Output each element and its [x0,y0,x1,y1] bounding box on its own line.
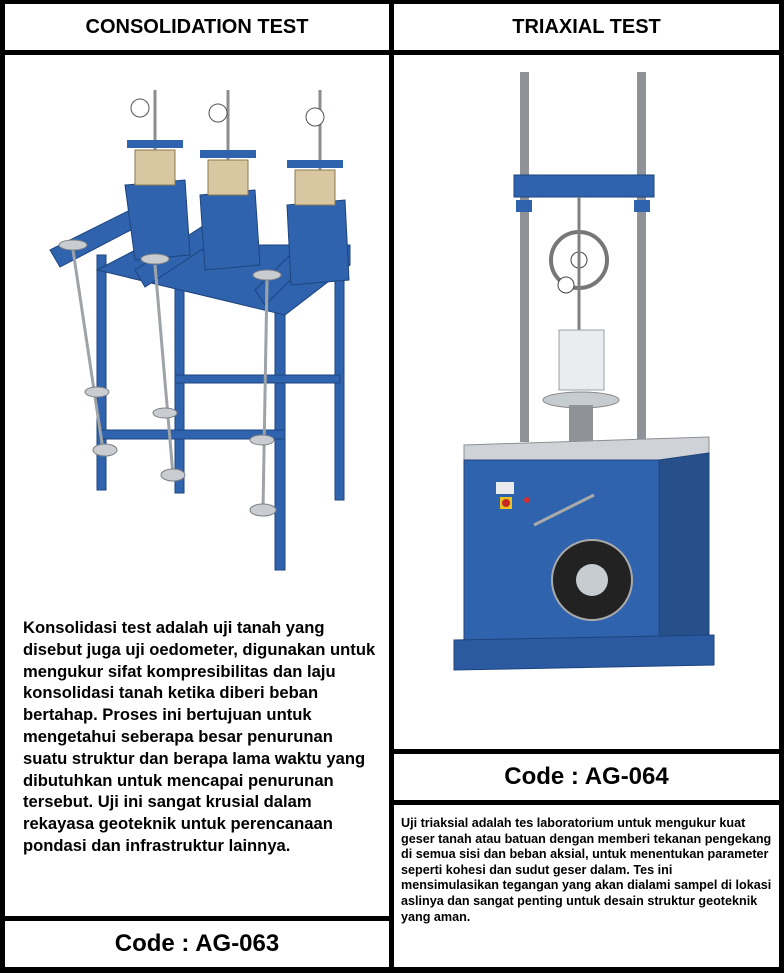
consolidation-title: CONSOLIDATION TEST [5,4,389,50]
consolidation-description: Konsolidasi test adalah uji tanah yang disebut juga uji oedometer, digunakan untuk mengukur sifat kompresibilitas dan laju konsolidasi tanah ketika diberi beban bertahap. Proses ini bertujuan untuk mengetahui seberapa besar penurunan suatu struktur dan berapa lama waktu yang dibutuhkan untuk mencapai penurunan tersebut. Uji ini sangat krusial dalam rekayasa geoteknik untuk perencanaan pondasi dan infrastruktur lainnya. [23,618,376,855]
triaxial-code: Code : AG-064 [394,754,779,800]
triaxial-description: Uji triaksial adalah tes laboratorium untuk mengukur kuat geser tanah atau batuan dengan memberi tekanan pengekang di semua sisi dan beban aksial, untuk menentukan parameter seperti kohesi dan sudut geser dalam. Tes ini mensimulasikan tegangan yang akan dialami sampel di lokasi aslinya dan sangat penting untuk desain struktur geoteknik yang aman. [401,816,772,924]
triaxial-title: TRIAXIAL TEST [394,4,779,50]
triaxial-description-box [394,805,779,967]
triaxial-apparatus-image [394,55,779,749]
consolidation-code: Code : AG-063 [5,921,389,967]
consolidation-apparatus-image [5,55,389,615]
consolidation-panel [5,55,389,916]
triaxial-panel [394,55,779,749]
